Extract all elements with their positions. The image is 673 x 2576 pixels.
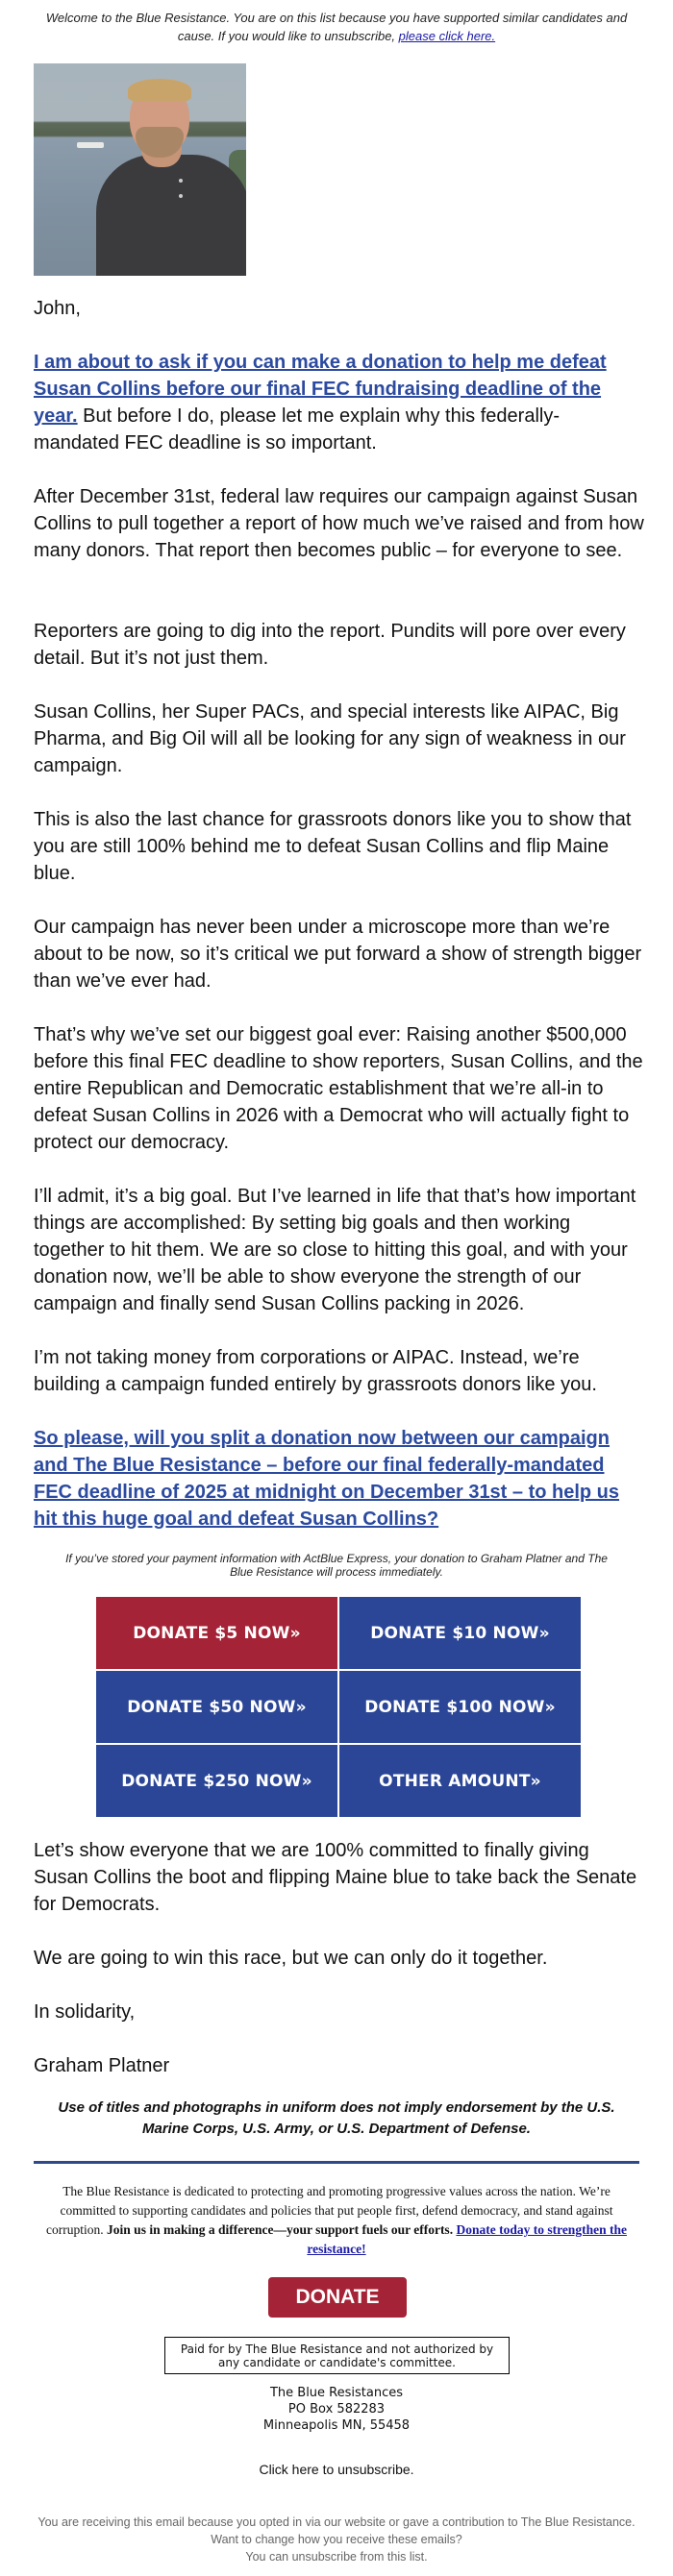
body-paragraph: Our campaign has never been under a microscope more than we’re about to be now, so it’s critical we put forward a show of strength bigger than we’ve ever had. — [34, 917, 642, 992]
donate-5-button[interactable]: DONATE $5 NOW» — [96, 1597, 337, 1669]
intro-paragraph — [34, 349, 644, 456]
mission-text: The Blue Resistance is dedicated to protecting and promoting progressive values across the nation. We’re committed to supporting candidates and policies that put people first, defend democracy, and stand against corruption. — [46, 2184, 613, 2237]
body-paragraph: Susan Collins, her Super PACs, and special interests like AIPAC, Big Pharma, and Big Oil will all be looking for any sign of weakness in our campaign. — [34, 701, 626, 776]
body-paragraph: I’ll admit, it’s a big goal. But I’ve learned in life that that’s how important things are accomplished: By setting big goals and then working together to hit them. We are so close to hitting this goal, and with your donation now, we’ll be able to show everyone the strength of our campaign and finally send Susan Collins packing in 2026. — [34, 1186, 636, 1314]
shirt-button — [179, 194, 183, 198]
top-unsubscribe-link[interactable]: please click here. — [398, 29, 496, 43]
donate-other-amount-button[interactable]: OTHER AMOUNT» — [339, 1745, 581, 1817]
sign-off: In solidarity, — [34, 2001, 136, 2023]
boat-shape — [77, 142, 104, 148]
donate-100-button[interactable]: DONATE $100 NOW» — [339, 1671, 581, 1743]
welcome-banner — [38, 9, 635, 45]
welcome-text: Welcome to the Blue Resistance. You are on this list because you have supported similar candidates and cause. If you would like to unsubscribe, — [45, 11, 628, 43]
optin-text: You are receiving this email because you opted in via our website or gave a contribution to The Blue Resistance. Want to change how you receive these emails? — [37, 2515, 636, 2546]
optin-notice — [24, 2514, 649, 2565]
footer-divider — [34, 2161, 639, 2164]
hair-shape — [128, 79, 191, 102]
closing-paragraph: Let’s show everyone that we are 100% committed to finally giving Susan Collins the boot and flipping Maine blue to take back the Senate for Democrats. — [34, 1840, 637, 1915]
body-paragraph: I’m not taking money from corporations or AIPAC. Instead, we’re building a campaign funded entirely by grassroots donors like you. — [34, 1347, 597, 1395]
donate-50-button[interactable]: DONATE $50 NOW» — [96, 1671, 337, 1743]
candidate-photo — [34, 63, 246, 276]
signature-name: Graham Platner — [34, 2055, 170, 2076]
uniform-disclaimer: Use of titles and photographs in uniform does not imply endorsement by the U.S. Marine Corps, U.S. Army, or U.S. Department of Defense. — [58, 2099, 615, 2137]
intro-text: But before I do, please let me explain why this federally-mandated FEC deadline is so important. — [34, 405, 560, 454]
greeting: John, — [34, 298, 81, 319]
address-org: The Blue Resistances — [269, 2386, 404, 2400]
shirt-button — [179, 179, 183, 183]
footer-unsubscribe-link[interactable]: Click here to unsubscribe. — [259, 2462, 414, 2477]
mission-statement — [34, 2182, 639, 2259]
donate-10-button[interactable]: DONATE $10 NOW» — [339, 1597, 581, 1669]
actblue-express-note: If you’ve stored your payment information with ActBlue Express, your donation to Graham Platner and The Blue Resistance will process immediately. — [65, 1552, 608, 1579]
ask-donate-link[interactable]: So please, will you split a donation now between our campaign and The Blue Resistance – before our final federally-mandated FEC deadline of 2025 at midnight on December 31st – to help us hit this huge goal and defeat Susan Collins? — [34, 1428, 620, 1530]
body-paragraph: After December 31st, federal law requires our campaign against Susan Collins to pull together a report of how much we’ve raised and from how many donors. That report then becomes public – for everyone to see. — [34, 486, 644, 561]
paid-for-box — [164, 2337, 510, 2374]
intro-donate-link[interactable]: I am about to ask if you can make a donation to help me defeat Susan Collins before our final FEC fundraising deadline of the year. — [34, 352, 607, 427]
donation-button-grid — [96, 1597, 581, 1817]
donate-250-button[interactable]: DONATE $250 NOW» — [96, 1745, 337, 1817]
body-paragraph: This is also the last chance for grassroots donors like you to show that you are still 100% behind me to defeat Susan Collins and flip Maine blue. — [34, 809, 632, 884]
mission-donate-link[interactable]: Donate today to strengthen the resistance! — [307, 2222, 627, 2256]
body-paragraph: Reporters are going to dig into the report. Pundits will pore over every detail. But it’s not just them. — [34, 621, 626, 669]
paid-for-text: Paid for by The Blue Resistance and not authorized by any candidate or candidate's committee. — [180, 2342, 494, 2369]
address-po-box: PO Box 582283 — [287, 2402, 386, 2417]
footer-donate-button[interactable]: DONATE — [268, 2277, 407, 2318]
mission-bold-text: Join us in making a difference—your support fuels our efforts. — [107, 2222, 457, 2237]
closing-paragraph: We are going to win this race, but we can only do it together. — [34, 1948, 548, 1969]
ask-paragraph — [34, 1425, 644, 1533]
body-paragraph: That’s why we’ve set our biggest goal ever: Raising another $500,000 before this final FEC deadline to show reporters, Susan Collins, and the entire Republican and Democratic establishment that we’re all-in to defeat Susan Collins in 2026 with a Democrat who will actually fight to protect our democracy. — [34, 1024, 643, 1153]
address-city: Minneapolis MN, 55458 — [262, 2418, 411, 2433]
mailing-address — [144, 2385, 529, 2434]
shirt-shape — [96, 155, 246, 276]
optin-unsubscribe-link[interactable]: You can unsubscribe from this list. — [245, 2550, 428, 2564]
